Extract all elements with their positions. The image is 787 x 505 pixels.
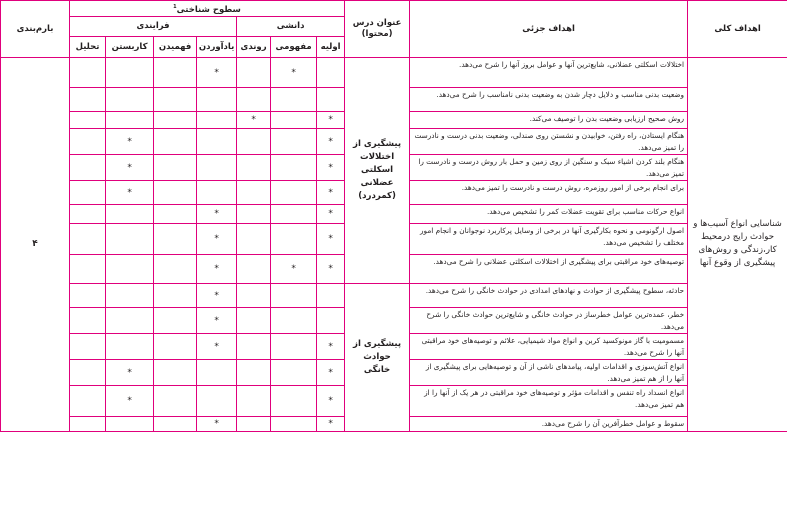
objective-text: اصول ارگونومی و نحوه بکارگیری آنها در برخی از وسایل پرکاربرد نوجوانان و انجام امور مختلف را تشخیص می‌دهد. [410,224,688,255]
empty-cell [154,360,197,386]
empty-cell [154,58,197,88]
empty-cell [271,417,317,432]
empty-cell [317,58,345,88]
empty-cell [70,155,106,181]
level-mark: * [317,129,345,155]
empty-cell [237,181,271,205]
empty-cell [154,88,197,112]
empty-cell [70,205,106,224]
header-conceptual: مفهومی [271,37,317,58]
level-mark: * [317,255,345,284]
level-mark: * [317,386,345,417]
header-understand: فهمیدن [154,37,197,58]
empty-cell [237,58,271,88]
empty-cell [271,224,317,255]
empty-cell [154,386,197,417]
empty-cell [154,224,197,255]
header-primary: اولیه [317,37,345,58]
level-mark: * [197,224,237,255]
empty-cell [70,112,106,129]
empty-cell [70,360,106,386]
level-mark: * [197,58,237,88]
empty-cell [154,129,197,155]
level-mark: * [317,360,345,386]
empty-cell [237,284,271,308]
header-cognitive-levels [70,1,345,17]
empty-cell [237,155,271,181]
level-mark: * [197,284,237,308]
empty-cell [106,284,154,308]
header-apply: کاربستن [106,37,154,58]
objective-text: هنگام ایستادن، راه رفتن، خوابیدن و نشستن روی صندلی، وضعیت بدنی درست و نادرست را تمیز می‌دهد. [410,129,688,155]
header-procedural: روندی [237,37,271,58]
empty-cell [70,255,106,284]
empty-cell [197,129,237,155]
empty-cell [70,417,106,432]
general-goal: شناسایی انواع آسیب‌ها و حوادث رایج درمحیط کار،زندگی و روش‌های پیشگیری از وقوع آنها [688,58,787,432]
empty-cell [70,58,106,88]
objective-text: خطر، عمده‌ترین عوامل خطرساز در حوادث خانگی و شایع‌ترین حوادث خانگی را شرح می‌دهد. [410,308,688,334]
table-row [1,284,787,308]
empty-cell [106,334,154,360]
empty-cell [237,255,271,284]
empty-cell [106,255,154,284]
empty-cell [197,88,237,112]
empty-cell [271,360,317,386]
empty-cell [237,88,271,112]
header-process: فرایندی [70,17,237,37]
header-general-goals: اهداف کلی [688,1,787,58]
level-mark: * [317,334,345,360]
objective-text: اختلالات اسکلتی عضلانی، شایع‌ترین آنها و عوامل بروز آنها را شرح می‌دهد. [410,58,688,88]
header-analyze: تحلیل [70,37,106,58]
empty-cell [106,205,154,224]
empty-cell [271,129,317,155]
level-mark: * [106,181,154,205]
empty-cell [106,58,154,88]
level-mark: * [106,386,154,417]
empty-cell [237,386,271,417]
level-mark: * [237,112,271,129]
empty-cell [197,181,237,205]
objective-text: وضعیت بدنی مناسب و دلایل دچار شدن به وضعیت بدنی نامناسب را شرح می‌دهد. [410,88,688,112]
score-value: ۴ [1,58,70,432]
empty-cell [271,88,317,112]
empty-cell [197,112,237,129]
objective-text: انواع آتش‌سوزی و اقدامات اولیه، پیامدهای ناشی از آن و توصیه‌هایی برای پیشگیری از آنها را از هم تمیز می‌دهد. [410,360,688,386]
empty-cell [271,308,317,334]
empty-cell [70,386,106,417]
empty-cell [237,129,271,155]
empty-cell [154,205,197,224]
empty-cell [154,181,197,205]
empty-cell [237,205,271,224]
objective-text: روش صحیح ارزیابی وضعیت بدن را توصیف می‌کند. [410,112,688,129]
empty-cell [271,155,317,181]
header-remember: یادآوردن [197,37,237,58]
level-mark: * [197,255,237,284]
level-mark: * [317,224,345,255]
objective-text: توصیه‌های خود مراقبتی برای پیشگیری از اختلالات اسکلتی عضلانی را شرح می‌دهد. [410,255,688,284]
empty-cell [70,129,106,155]
empty-cell [197,155,237,181]
empty-cell [70,224,106,255]
empty-cell [237,224,271,255]
level-mark: * [197,417,237,432]
level-mark: * [317,155,345,181]
empty-cell [317,88,345,112]
empty-cell [271,334,317,360]
empty-cell [317,284,345,308]
lesson-title: پیشگیری از اختلالات اسکلتی عضلانی (کمردرد) [345,58,410,284]
header-knowledge: دانشی [237,17,345,37]
empty-cell [154,155,197,181]
empty-cell [154,255,197,284]
empty-cell [237,308,271,334]
cognitive-levels-label: سطوح شناختی [176,4,241,15]
level-mark: * [197,308,237,334]
level-mark: * [106,155,154,181]
objective-text: حادثه، سطوح پیشگیری از حوادث و نهادهای امدادی در حوادث خانگی را شرح می‌دهد. [410,284,688,308]
objective-text: مسمومیت با گاز مونوکسید کربن و انواع مواد شیمیایی، علائم و توصیه‌های خود مراقبتی آنها را شرح می‌دهد. [410,334,688,360]
level-mark: * [271,255,317,284]
level-mark: * [197,205,237,224]
objective-text: هنگام بلند کردن اشیاء سبک و سنگین از روی زمین و حمل بار روش درست و نادرست را تمیز می‌دهد. [410,155,688,181]
empty-cell [106,417,154,432]
empty-cell [106,308,154,334]
empty-cell [197,360,237,386]
level-mark: * [106,129,154,155]
empty-cell [237,417,271,432]
empty-cell [237,334,271,360]
lesson-title: پیشگیری از حوادث خانگی [345,284,410,432]
objective-text: انواع انسداد راه تنفس و اقدامات مؤثر و توصیه‌های خود مراقبتی در هر یک از آنها را از هم تمیز می‌دهد. [410,386,688,417]
empty-cell [154,308,197,334]
empty-cell [154,284,197,308]
table-body [1,58,787,432]
empty-cell [271,284,317,308]
empty-cell [237,360,271,386]
level-mark: * [106,360,154,386]
empty-cell [271,181,317,205]
cognitive-levels-note: 1 [173,3,177,10]
header-specific-goals: اهداف جزئی [410,1,688,58]
empty-cell [70,334,106,360]
empty-cell [154,417,197,432]
level-mark: * [317,181,345,205]
empty-cell [70,88,106,112]
empty-cell [70,308,106,334]
level-mark: * [317,417,345,432]
empty-cell [154,112,197,129]
header-scoring: بارم‌بندی [1,1,70,58]
table-row [1,58,787,88]
objective-text: برای انجام برخی از امور روزمره، روش درست و نادرست را تمیز می‌دهد. [410,181,688,205]
level-mark: * [317,112,345,129]
level-mark: * [271,58,317,88]
objective-text: انواع حرکات مناسب برای تقویت عضلات کمر را تشخیص می‌دهد. [410,205,688,224]
level-mark: * [317,205,345,224]
empty-cell [106,112,154,129]
header-lesson-title: عنوان درس (محتوا) [345,1,410,58]
objective-text: سقوط و عوامل خطرآفرین آن را شرح می‌دهد. [410,417,688,432]
empty-cell [70,181,106,205]
empty-cell [106,88,154,112]
empty-cell [271,205,317,224]
empty-cell [154,334,197,360]
empty-cell [317,308,345,334]
level-mark: * [197,334,237,360]
empty-cell [271,386,317,417]
empty-cell [106,224,154,255]
empty-cell [271,112,317,129]
empty-cell [197,386,237,417]
empty-cell [70,284,106,308]
